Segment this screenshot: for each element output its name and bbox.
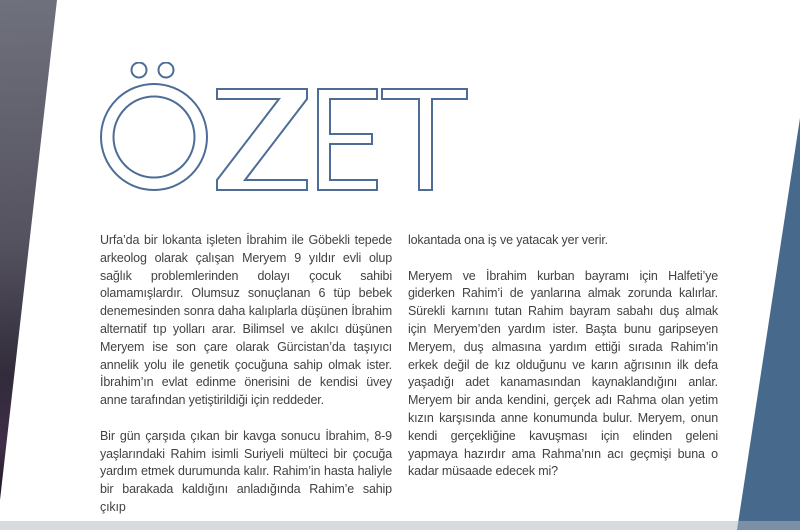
- title-letter-e: [318, 89, 377, 190]
- title-letter-z: [217, 89, 307, 190]
- synopsis-right-column: [408, 232, 718, 517]
- synopsis-paragraph: Urfa’da bir lokanta işleten İbrahim ile Göbekli tepede arkeolog olarak çalışan Meryem 9 yıldır evli olup sağlık problemlerinden dolayı çocuk sahibi olamamışlardır. Olumsuz sonuçlanan 6 tüp bebek denemesinden sonra daha kalıplarla düşünen İbrahim alternatif tıp yolları arar. Bilimsel ve akılcı düşünen Meryem ise son çare olarak Gürcistan’da taşıyıcı annelik yolu ile genetik çocuğuna sahip olmak ister. İbrahim’ın evlat edinme önerisini de kendisi üvey anne tarafından yetiştirildiği için reddeder.: [100, 233, 392, 408]
- synopsis-paragraph: lokantada ona iş ve yatacak yer verir.: [408, 233, 608, 247]
- synopsis-paragraph: Meryem ve İbrahim kurban bayramı için Halfeti’ye giderken Rahim’i de yanlarına almak zorunda kalırlar. Sürekli karnını tutan Rahim bayram sabahı duş almak için Meryem’den yardım ister. Başta bunu garipseyen Meryem, duş almasına yardım ettiği sırada Rahim’in erkek değil de kız olduğunu ve karın ağrısının ilk defa yaşadığı adet kanamasından kaynaklandığını anlar. Meryem bir anda kendini, gerçek adı Rahma olan yetim kızın karşısında anne konumunda bulur. Meryem, onun kendi gerçekliğine kavuşması için elinden geleni yapmaya hazırdır ama Rahma’nın acı geçmişi buna o kadar müsaade edecek mi?: [408, 268, 718, 479]
- title-letter-o-inner: [114, 97, 195, 178]
- title-letter-t: [382, 89, 467, 190]
- synopsis-columns: [100, 232, 718, 517]
- background-photo-wedge: [0, 0, 60, 505]
- synopsis-paragraph: Bir gün çarşıda çıkan bir kavga sonucu İbrahim, 8-9 yaşlarındaki Rahim isimli Suriyeli mülteci bir çocuğa yardım etmek durumunda kalır. Rahim’in hasta haliyle bir barakada kaldığını anladığında Rahim’e sahip çıkıp: [100, 428, 392, 514]
- synopsis-left-column: [100, 232, 392, 517]
- ozet-title-graphic: [95, 62, 470, 194]
- title-letter-o-outer: [101, 84, 207, 190]
- page-edge-shadow: [0, 521, 800, 530]
- title-o-dot-right: [159, 63, 174, 78]
- title-o-dot-left: [132, 63, 147, 78]
